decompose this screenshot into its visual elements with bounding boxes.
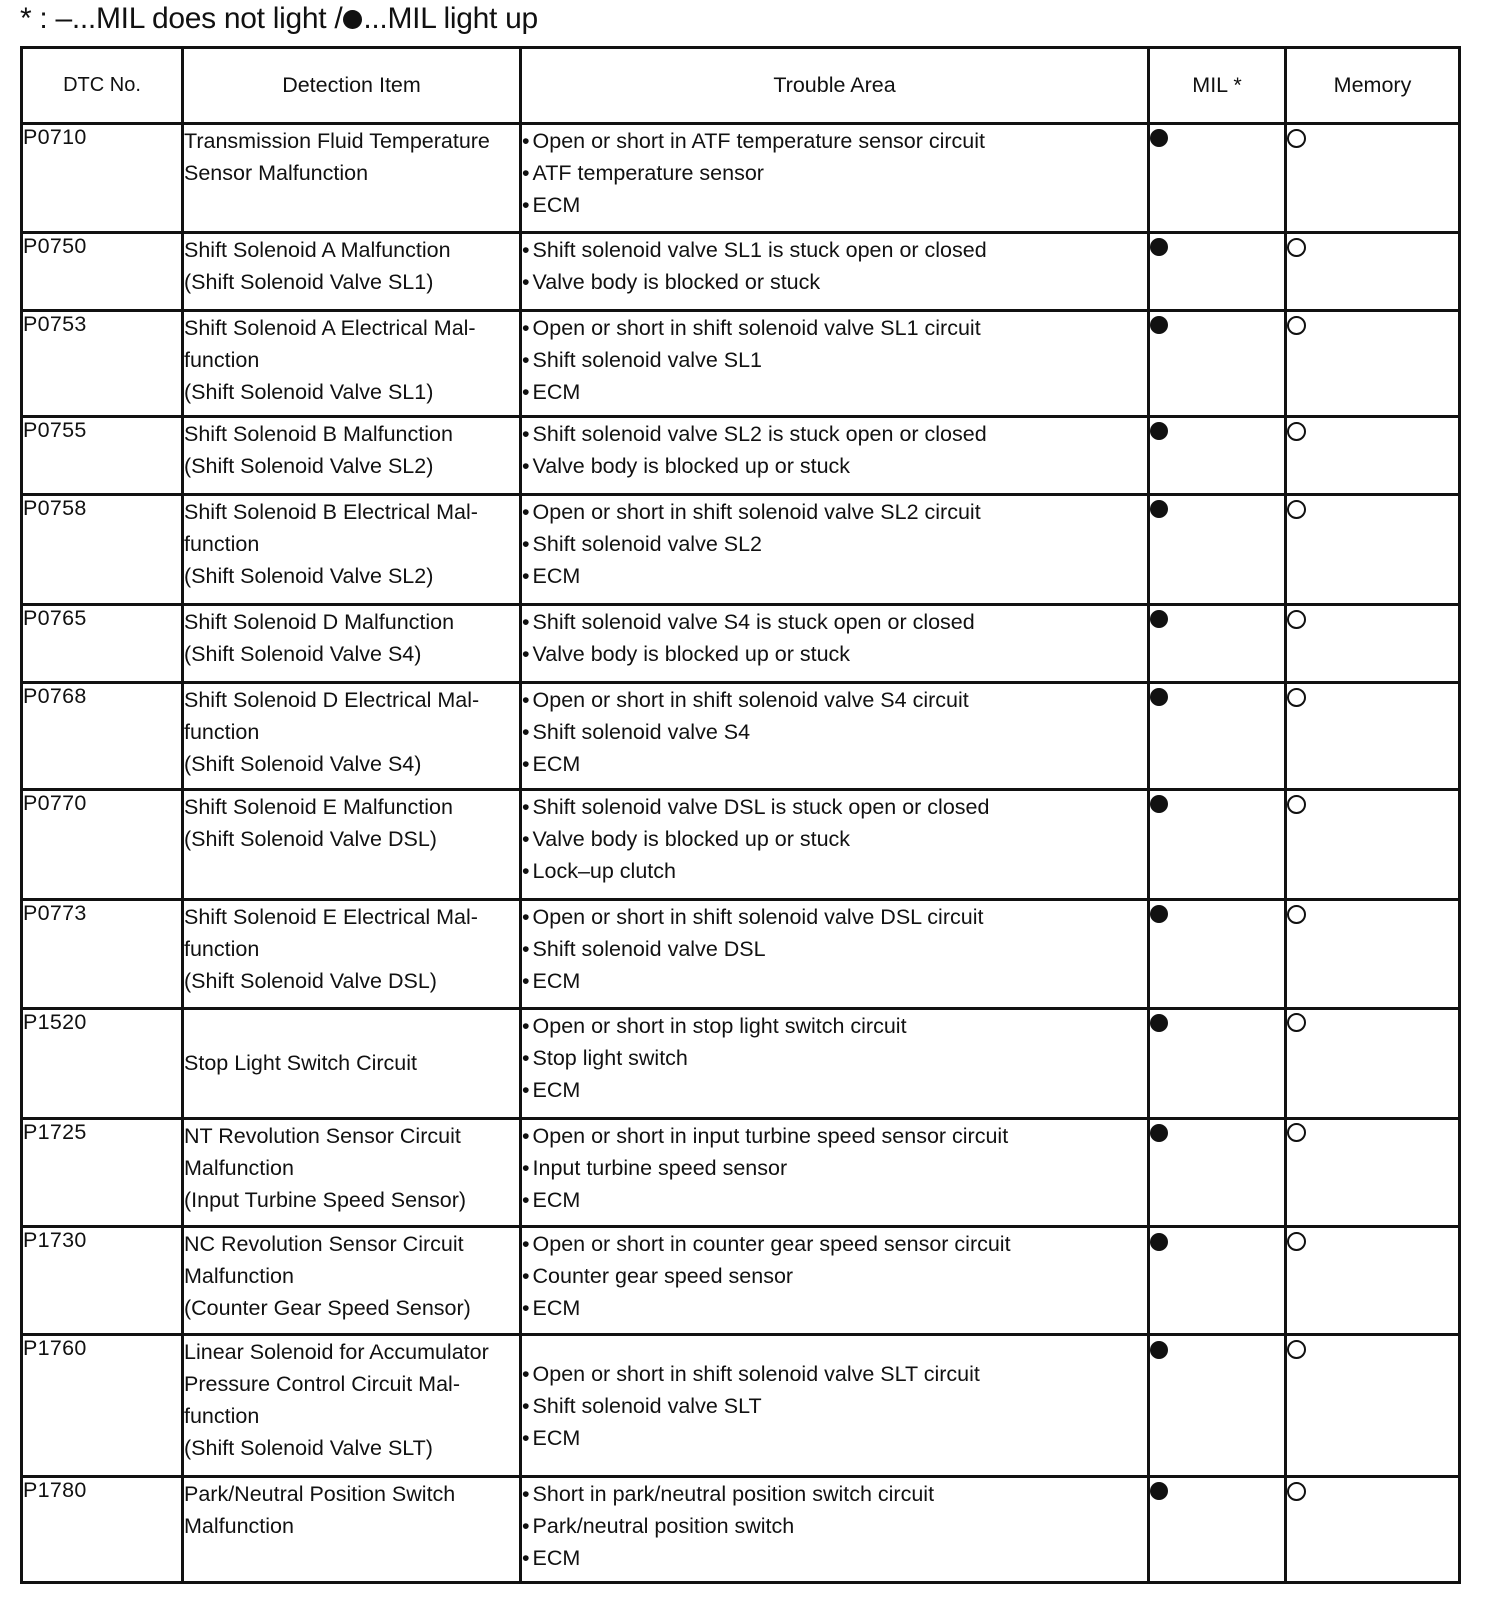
table-row: [22, 604, 1460, 682]
memory-stored-icon: [1287, 238, 1306, 257]
bullet-icon: •: [522, 1546, 530, 1571]
mil-on-icon: [1150, 610, 1168, 628]
trouble-area-text: ECM: [532, 1187, 581, 1212]
trouble-area: [521, 416, 1149, 494]
detection-item-line: (Counter Gear Speed Sensor): [184, 1296, 471, 1321]
trouble-area-text: ECM: [532, 968, 581, 993]
trouble-area-text: Valve body is blocked up or stuck: [532, 453, 851, 478]
trouble-area-text: Open or short in shift solenoid valve SL1 circuit: [532, 315, 981, 340]
trouble-area-text: Shift solenoid valve S4 is stuck open or closed: [532, 609, 975, 634]
table-body: [22, 124, 1460, 1583]
trouble-area-item: [522, 125, 1147, 157]
memory-cell: [1286, 604, 1460, 682]
detection-item-line: (Shift Solenoid Valve S4): [184, 641, 422, 666]
trouble-area-text: ECM: [532, 751, 581, 776]
bullet-icon: •: [522, 858, 530, 883]
detection-item-line: NC Revolution Sensor Circuit: [184, 1232, 464, 1257]
detection-item-line: Sensor Malfunction: [184, 161, 369, 185]
trouble-area-item: [522, 1390, 1147, 1422]
bullet-icon: •: [522, 904, 530, 929]
bullet-icon: •: [522, 826, 530, 851]
mil-on-icon: [1150, 238, 1168, 256]
trouble-area-item: [522, 1152, 1147, 1184]
bullet-icon: •: [522, 1187, 530, 1212]
detection-item-line: Malfunction: [184, 1514, 294, 1539]
bullet-icon: •: [522, 1361, 530, 1386]
bullet-icon: •: [522, 794, 530, 819]
detection-item-line: Shift Solenoid E Malfunction: [184, 794, 453, 819]
bullet-icon: •: [522, 751, 530, 776]
bullet-icon: •: [522, 193, 530, 217]
bullet-icon: •: [522, 1425, 530, 1450]
trouble-area-item: [522, 1228, 1147, 1260]
table-row: [22, 416, 1460, 494]
mil-on-icon: [1150, 688, 1168, 706]
bullet-icon: •: [522, 1482, 530, 1507]
mil-cell: [1149, 789, 1286, 899]
trouble-area-item: [522, 450, 1147, 482]
bullet-icon: •: [522, 1013, 530, 1038]
bullet-icon: •: [522, 315, 530, 340]
header-mil: MIL *: [1149, 48, 1286, 124]
trouble-area: [521, 1477, 1149, 1583]
dtc-code: P0750: [22, 232, 183, 310]
memory-stored-icon: [1287, 316, 1306, 335]
trouble-area-item: [522, 933, 1147, 965]
trouble-area-item: [522, 1120, 1147, 1152]
memory-cell: [1286, 232, 1460, 310]
header-dtc-no: DTC No.: [22, 48, 183, 124]
detection-item-line: (Shift Solenoid Valve SL1): [184, 379, 434, 404]
mil-cell: [1149, 1008, 1286, 1118]
trouble-area-text: ECM: [532, 1296, 581, 1321]
trouble-area-text: Park/neutral position switch: [532, 1514, 795, 1539]
table-row: [22, 899, 1460, 1008]
trouble-area-item: [522, 606, 1147, 638]
mil-cell: [1149, 124, 1286, 233]
trouble-area-item: [522, 965, 1147, 997]
bullet-icon: •: [522, 347, 530, 372]
detection-item-line: (Shift Solenoid Valve DSL): [184, 826, 437, 851]
trouble-area-text: Open or short in ATF temperature sensor circuit: [532, 129, 986, 153]
dtc-code: P0710: [22, 124, 183, 233]
detection-item-line: function: [184, 719, 260, 744]
bullet-icon: •: [522, 1264, 530, 1289]
memory-cell: [1286, 682, 1460, 789]
memory-cell: [1286, 310, 1460, 416]
trouble-area-text: Valve body is blocked up or stuck: [532, 826, 851, 851]
memory-cell: [1286, 1118, 1460, 1227]
table-row: [22, 682, 1460, 789]
trouble-area: [521, 1335, 1149, 1477]
trouble-area-text: Lock–up clutch: [532, 858, 676, 883]
bullet-icon: •: [522, 1514, 530, 1539]
detection-item: [183, 1477, 521, 1583]
trouble-area-item: [522, 791, 1147, 823]
trouble-area-item: [522, 1542, 1147, 1574]
bullet-icon: •: [522, 609, 530, 634]
memory-stored-icon: [1287, 610, 1306, 629]
trouble-area-text: Open or short in shift solenoid valve DSL circuit: [532, 904, 984, 929]
dtc-code: P0773: [22, 899, 183, 1008]
dtc-code: P0758: [22, 494, 183, 604]
detection-item-line: function: [184, 936, 260, 961]
memory-cell: [1286, 1227, 1460, 1335]
trouble-area-item: [522, 1260, 1147, 1292]
mil-on-icon: [1150, 905, 1168, 923]
memory-stored-icon: [1287, 795, 1306, 814]
trouble-area-text: Shift solenoid valve SL1 is stuck open or closed: [532, 237, 987, 262]
trouble-area: [521, 789, 1149, 899]
detection-item: [183, 416, 521, 494]
trouble-area-text: Open or short in shift solenoid valve SL2 circuit: [532, 499, 981, 524]
memory-stored-icon: [1287, 1340, 1306, 1359]
bullet-icon: •: [522, 531, 530, 556]
trouble-area: [521, 1118, 1149, 1227]
trouble-area: [521, 232, 1149, 310]
detection-item-line: Malfunction: [184, 1264, 294, 1289]
detection-item: [183, 1227, 521, 1335]
trouble-area-item: [522, 1292, 1147, 1324]
memory-stored-icon: [1287, 422, 1306, 441]
table-row: [22, 1477, 1460, 1583]
table-row: [22, 494, 1460, 604]
trouble-area-item: [522, 1510, 1147, 1542]
trouble-area-item: [522, 638, 1147, 670]
trouble-area-item: [522, 1010, 1147, 1042]
trouble-area: [521, 1008, 1149, 1118]
trouble-area: [521, 494, 1149, 604]
detection-item-line: (Shift Solenoid Valve SLT): [184, 1436, 433, 1461]
bullet-icon: •: [522, 1232, 530, 1257]
dtc-table: [20, 46, 1461, 1584]
trouble-area-item: [522, 344, 1147, 376]
dtc-code: P0753: [22, 310, 183, 416]
legend-suffix: ...MIL light up: [363, 2, 538, 35]
trouble-area-text: Shift solenoid valve SLT: [532, 1393, 762, 1418]
trouble-area-item: [522, 901, 1147, 933]
dtc-code: P1725: [22, 1118, 183, 1227]
detection-item-line: Linear Solenoid for Accumulator: [184, 1340, 489, 1365]
detection-item-line: Shift Solenoid B Malfunction: [184, 421, 453, 446]
detection-item-line: Shift Solenoid A Malfunction: [184, 237, 451, 262]
detection-item: [183, 682, 521, 789]
trouble-area-text: ATF temperature sensor: [532, 161, 764, 185]
detection-item-line: (Shift Solenoid Valve SL2): [184, 563, 434, 588]
memory-cell: [1286, 1008, 1460, 1118]
mil-on-icon: [1150, 1014, 1168, 1032]
trouble-area-item: [522, 1042, 1147, 1074]
trouble-area-item: [522, 1358, 1147, 1390]
dtc-code: P1760: [22, 1335, 183, 1477]
detection-item: [183, 124, 521, 233]
mil-on-icon: [1150, 422, 1168, 440]
memory-stored-icon: [1287, 1482, 1306, 1501]
trouble-area-text: Short in park/neutral position switch circuit: [532, 1482, 935, 1507]
trouble-area-item: [522, 418, 1147, 450]
table-row: [22, 1008, 1460, 1118]
detection-item-line: (Shift Solenoid Valve SL2): [184, 453, 434, 478]
bullet-icon: •: [522, 421, 530, 446]
trouble-area-text: Open or short in shift solenoid valve S4 circuit: [532, 687, 969, 712]
bullet-icon: •: [522, 563, 530, 588]
mil-cell: [1149, 899, 1286, 1008]
trouble-area-text: Valve body is blocked or stuck: [532, 269, 821, 294]
memory-cell: [1286, 1335, 1460, 1477]
trouble-area-text: ECM: [532, 379, 581, 404]
trouble-area-text: Input turbine speed sensor: [532, 1155, 788, 1180]
detection-item: [183, 1118, 521, 1227]
trouble-area-text: Open or short in input turbine speed sensor circuit: [532, 1123, 1009, 1148]
mil-on-icon: [1150, 500, 1168, 518]
trouble-area-text: ECM: [532, 563, 581, 588]
mil-cell: [1149, 494, 1286, 604]
bullet-icon: •: [522, 1155, 530, 1180]
table-row: [22, 124, 1460, 233]
trouble-area-item: [522, 266, 1147, 298]
memory-cell: [1286, 1477, 1460, 1583]
detection-item: [183, 899, 521, 1008]
trouble-area-text: Valve body is blocked up or stuck: [532, 641, 851, 666]
detection-item-line: Park/Neutral Position Switch: [184, 1482, 456, 1507]
detection-item-line: Shift Solenoid B Electrical Mal-: [184, 499, 478, 524]
trouble-area-text: ECM: [532, 1077, 581, 1102]
bullet-icon: •: [522, 269, 530, 294]
trouble-area: [521, 310, 1149, 416]
detection-item-line: Pressure Control Circuit Mal-: [184, 1372, 460, 1397]
trouble-area-text: Open or short in stop light switch circuit: [532, 1013, 907, 1038]
dtc-code: P0768: [22, 682, 183, 789]
mil-on-icon: [1150, 795, 1168, 813]
detection-item-line: function: [184, 347, 260, 372]
memory-stored-icon: [1287, 688, 1306, 707]
trouble-area-text: Shift solenoid valve S4: [532, 719, 751, 744]
detection-item-line: Shift Solenoid A Electrical Mal-: [184, 315, 476, 340]
mil-on-icon: [1150, 129, 1168, 147]
mil-cell: [1149, 1477, 1286, 1583]
bullet-icon: •: [522, 1393, 530, 1418]
detection-item-line: Shift Solenoid E Electrical Mal-: [184, 904, 478, 929]
bullet-icon: •: [522, 379, 530, 404]
trouble-area: [521, 899, 1149, 1008]
mil-cell: [1149, 682, 1286, 789]
detection-item-line: Shift Solenoid D Malfunction: [184, 609, 455, 634]
trouble-area-item: [522, 560, 1147, 592]
bullet-icon: •: [522, 687, 530, 712]
trouble-area-text: ECM: [532, 1546, 581, 1571]
legend-separator: /: [334, 2, 343, 35]
bullet-icon: •: [522, 1045, 530, 1070]
detection-item-line: (Shift Solenoid Valve S4): [184, 751, 422, 776]
mil-cell: [1149, 604, 1286, 682]
memory-stored-icon: [1287, 1013, 1306, 1032]
trouble-area-item: [522, 1478, 1147, 1510]
table-row: [22, 1227, 1460, 1335]
mil-on-icon: [1150, 1341, 1168, 1359]
bullet-icon: •: [522, 129, 530, 153]
trouble-area-item: [522, 716, 1147, 748]
detection-item-line: Shift Solenoid D Electrical Mal-: [184, 687, 480, 712]
detection-item: [183, 310, 521, 416]
memory-cell: [1286, 899, 1460, 1008]
trouble-area: [521, 1227, 1149, 1335]
trouble-area-item: [522, 157, 1147, 189]
bullet-icon: •: [522, 499, 530, 524]
table-row: [22, 232, 1460, 310]
mil-cell: [1149, 1335, 1286, 1477]
table-row: [22, 789, 1460, 899]
mil-on-icon: [1150, 1482, 1168, 1500]
trouble-area-item: [522, 1422, 1147, 1454]
dtc-code: P0765: [22, 604, 183, 682]
trouble-area-item: [522, 748, 1147, 780]
dtc-code: P1520: [22, 1008, 183, 1118]
trouble-area-item: [522, 189, 1147, 221]
bullet-icon: •: [522, 968, 530, 993]
filled-circle-icon: [343, 10, 362, 29]
memory-cell: [1286, 789, 1460, 899]
header-trouble-area: Trouble Area: [521, 48, 1149, 124]
trouble-area-text: Shift solenoid valve SL1: [532, 347, 763, 372]
trouble-area-text: Shift solenoid valve SL2 is stuck open or closed: [532, 421, 987, 446]
bullet-icon: •: [522, 936, 530, 961]
trouble-area-item: [522, 684, 1147, 716]
memory-stored-icon: [1287, 1123, 1306, 1142]
mil-cell: [1149, 310, 1286, 416]
trouble-area-text: Open or short in counter gear speed sensor circuit: [532, 1232, 1011, 1257]
mil-cell: [1149, 1227, 1286, 1335]
dtc-code: P1730: [22, 1227, 183, 1335]
detection-item-line: (Input Turbine Speed Sensor): [184, 1187, 467, 1212]
dtc-code: P0770: [22, 789, 183, 899]
memory-stored-icon: [1287, 500, 1306, 519]
trouble-area-item: [522, 234, 1147, 266]
bullet-icon: •: [522, 719, 530, 744]
mil-cell: [1149, 232, 1286, 310]
header-detection-item: Detection Item: [183, 48, 521, 124]
trouble-area-item: [522, 528, 1147, 560]
memory-stored-icon: [1287, 1232, 1306, 1251]
mil-cell: [1149, 416, 1286, 494]
detection-item: [183, 494, 521, 604]
detection-item: [183, 232, 521, 310]
trouble-area-text: Open or short in shift solenoid valve SLT circuit: [532, 1361, 980, 1386]
detection-item: [183, 789, 521, 899]
bullet-icon: •: [522, 453, 530, 478]
trouble-area: [521, 682, 1149, 789]
detection-item-line: function: [184, 531, 260, 556]
detection-item-line: Stop Light Switch Circuit: [184, 1051, 418, 1076]
detection-item-line: (Shift Solenoid Valve DSL): [184, 968, 437, 993]
table-row: [22, 310, 1460, 416]
memory-cell: [1286, 416, 1460, 494]
bullet-icon: •: [522, 1077, 530, 1102]
mil-on-icon: [1150, 316, 1168, 334]
detection-item-line: (Shift Solenoid Valve SL1): [184, 269, 434, 294]
trouble-area-item: [522, 1184, 1147, 1216]
mil-on-icon: [1150, 1233, 1168, 1251]
bullet-icon: •: [522, 237, 530, 262]
trouble-area-text: Stop light switch: [532, 1045, 688, 1070]
trouble-area-text: Shift solenoid valve DSL: [532, 936, 766, 961]
detection-item: [183, 1008, 521, 1118]
dtc-code: P1780: [22, 1477, 183, 1583]
memory-stored-icon: [1287, 129, 1306, 148]
detection-item-line: NT Revolution Sensor Circuit: [184, 1123, 461, 1148]
trouble-area-text: ECM: [532, 193, 581, 217]
trouble-area-item: [522, 1074, 1147, 1106]
trouble-area: [521, 604, 1149, 682]
bullet-icon: •: [522, 1123, 530, 1148]
trouble-area: [521, 124, 1149, 233]
legend-prefix: * : –...MIL does not light: [20, 2, 327, 35]
header-memory: Memory: [1286, 48, 1460, 124]
detection-item: [183, 604, 521, 682]
trouble-area-text: Shift solenoid valve SL2: [532, 531, 763, 556]
trouble-area-text: Shift solenoid valve DSL is stuck open or closed: [532, 794, 990, 819]
trouble-area-item: [522, 855, 1147, 887]
trouble-area-item: [522, 376, 1147, 408]
bullet-icon: •: [522, 641, 530, 666]
mil-cell: [1149, 1118, 1286, 1227]
dtc-code: P0755: [22, 416, 183, 494]
header-row: [22, 48, 1460, 124]
table-row: [22, 1335, 1460, 1477]
trouble-area-item: [522, 823, 1147, 855]
detection-item-line: Transmission Fluid Temperature: [184, 129, 490, 153]
memory-stored-icon: [1287, 905, 1306, 924]
detection-item-line: function: [184, 1404, 260, 1429]
table-row: [22, 1118, 1460, 1227]
mil-on-icon: [1150, 1124, 1168, 1142]
memory-cell: [1286, 494, 1460, 604]
trouble-area-item: [522, 496, 1147, 528]
legend: [20, 2, 538, 36]
trouble-area-text: ECM: [532, 1425, 581, 1450]
trouble-area-text: Counter gear speed sensor: [532, 1264, 794, 1289]
detection-item: [183, 1335, 521, 1477]
trouble-area-item: [522, 312, 1147, 344]
bullet-icon: •: [522, 161, 530, 185]
bullet-icon: •: [522, 1296, 530, 1321]
memory-cell: [1286, 124, 1460, 233]
detection-item-line: Malfunction: [184, 1155, 294, 1180]
